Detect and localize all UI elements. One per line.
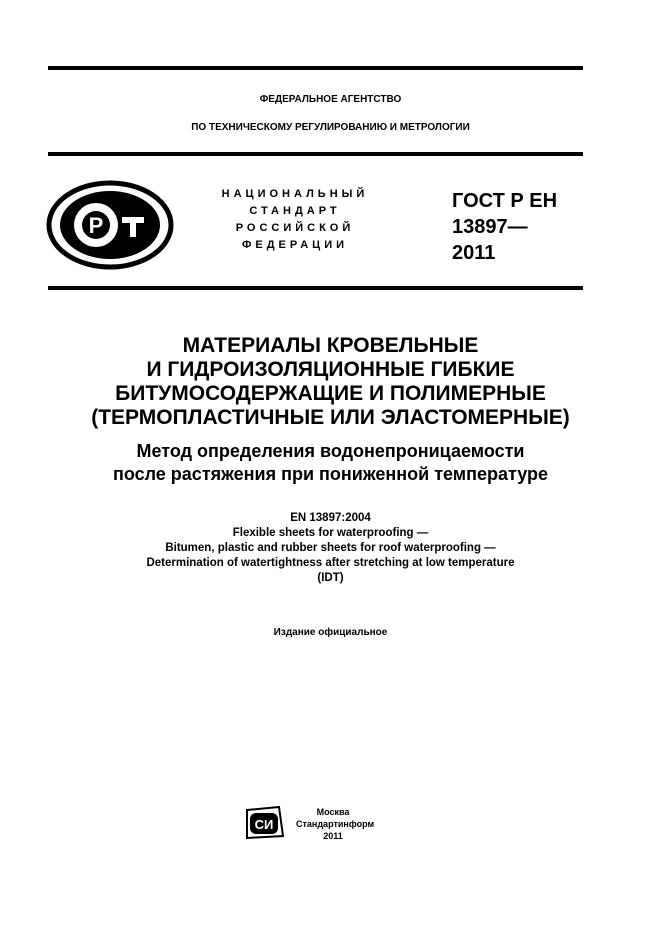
en-line: EN 13897:2004 <box>290 512 371 524</box>
publisher-name: Стандартинформ <box>296 819 375 829</box>
svg-text:СИ: СИ <box>254 817 274 832</box>
label-line: РОССИЙСКОЙ <box>235 222 355 234</box>
en-line: Flexible sheets for waterproofing — <box>232 527 429 539</box>
code-line: ГОСТ Р ЕН <box>452 190 558 212</box>
publisher-city: Москва <box>316 807 350 817</box>
label-line: НАЦИОНАЛЬНЫЙ <box>221 188 369 200</box>
publisher-logo <box>245 806 285 845</box>
label-line: СТАНДАРТ <box>249 205 341 217</box>
edition-label: Издание официальное <box>273 627 388 638</box>
svg-text:P: P <box>88 213 104 238</box>
rst-logo <box>46 180 174 275</box>
code-rule <box>48 286 583 290</box>
title-line: И ГИДРОИЗОЛЯЦИОННЫЕ ГИБКИЕ <box>146 358 515 381</box>
en-reference <box>0 511 661 586</box>
standard-code <box>452 188 557 266</box>
publisher-info <box>296 806 375 842</box>
en-line: Bitumen, plastic and rubber sheets for roof waterproofing — <box>165 542 496 554</box>
header-rule <box>48 152 583 156</box>
agency-line1: ФЕДЕРАЛЬНОЕ АГЕНТСТВО <box>259 94 402 105</box>
title-line: БИТУМОСОДЕРЖАЩИЕ И ПОЛИМЕРНЫЕ <box>115 382 546 405</box>
code-line: 13897— <box>452 216 528 238</box>
document-title <box>0 334 661 430</box>
title-line: МАТЕРИАЛЫ КРОВЕЛЬНЫЕ <box>182 334 479 357</box>
agency-line2: ПО ТЕХНИЧЕСКОМУ РЕГУЛИРОВАНИЮ И МЕТРОЛОГИИ <box>191 122 470 133</box>
code-line: 2011 <box>452 242 496 264</box>
national-standard-label <box>200 186 390 254</box>
en-line: Determination of watertightness after stretching at low temperature <box>146 557 515 569</box>
label-line: ФЕДЕРАЦИИ <box>241 239 349 251</box>
subtitle-line: Метод определения водонепроницаемости <box>136 441 525 461</box>
publisher-year: 2011 <box>323 831 343 841</box>
title-line: (ТЕРМОПЛАСТИЧНЫЕ ИЛИ ЭЛАСТОМЕРНЫЕ) <box>91 406 570 429</box>
en-line: (IDT) <box>317 572 344 584</box>
top-rule <box>48 66 583 70</box>
subtitle-line: после растяжения при пониженной температуре <box>112 464 549 484</box>
document-subtitle <box>0 440 661 486</box>
